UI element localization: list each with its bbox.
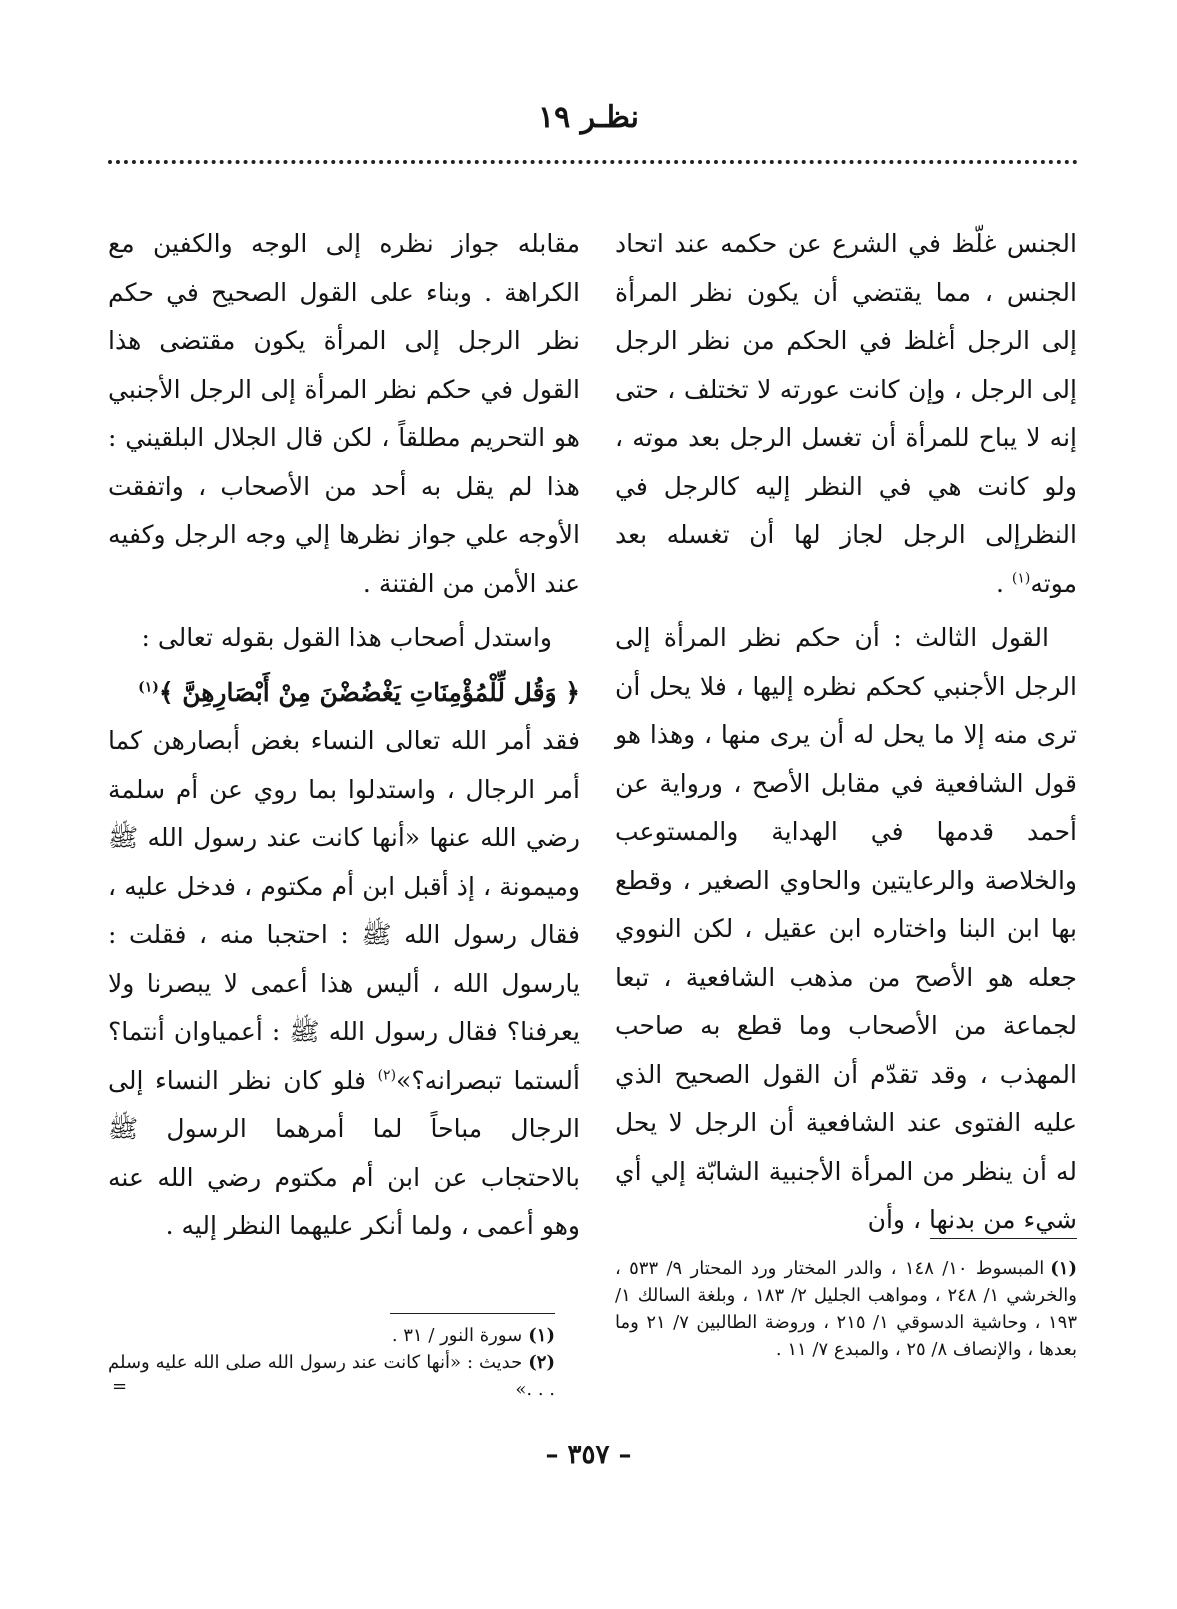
left-paragraph-2-end: فلو كان نظر النساء إلى الرجال مباحاً لما أمرهما الرسول ﷺ بالاحتجاب عن ابن أم مكتوم رضي الله عنه وهو أعمى ، ولما أنكر عليهما النظر إليه . <box>108 1065 580 1240</box>
right-paragraph-1-text: الجنس غلّظ في الشرع عن حكمه عند اتحاد الجنس ، مما يقتضي أن يكون نظر المرأة إلى الرجل أغلظ في الحكم من نظر الرجل إلى الرجل ، وإن كانت عورته لا تختلف ، حتى إنه لا يباح للمرأة أن تغسل الرجل بعد موته ، ولو كانت هي في النظر إليه كالرجل في النظرإلى الرجل لجاز لها أن تغسله بعد موته <box>615 229 1077 598</box>
quran-footnote-ref: (١) <box>138 679 159 696</box>
right-column <box>615 220 1077 1245</box>
header-dotted-divider <box>108 160 1078 164</box>
footnote-divider-right <box>930 1238 1077 1239</box>
footnote-number: (٢) <box>528 1352 555 1373</box>
footnote-text: المبسوط ١٠/ ١٤٨ ، والدر المختار ورد المحتار ٩/ ٥٣٣ ، والخرشي ١/ ٢٤٨ ، ومواهب الجليل ٢/ ١٨٣ ، وبلغة السالك ١/ ١٩٣ ، وحاشية الدسوقي ١/ ٢١٥ ، وروضة الطالبين ٧/ ٢١ وما بعدها ، والإنصاف ٨/ ٢٥ ، والمبدع ٧/ ١١ . <box>615 1258 1078 1360</box>
footnote-number: (١) <box>528 1325 555 1346</box>
page-number: – ٣٥٧ – <box>545 1440 632 1470</box>
right-paragraph-2: القول الثالث : أن حكم نظر المرأة إلى الرجل الأجنبي كحكم نظره إليها ، فلا يحل أن ترى منه إلا ما يحل له أن يرى منها ، وهذا هو قول الشافعية في مقابل الأصح ، ورواية عن أحمد قدمها في الهداية والمستوعب والخلاصة والرعايتين والحاوي الصغير ، وقطع بها ابن البنا واختاره ابن عقيل ، لكن النووي جعله هو الأصح من مذهب الشافعية ، تبعا لجماعة من الأصحاب وما قطع به صاحب المهذب ، وقد تقدّم أن القول الصحيح الذي عليه الفتوى عند الشافعية أن الرجل لا يحل له أن ينظر من المرأة الأجنبية الشابّة إلي أي شيء من بدنها ، وأن <box>615 623 1077 1234</box>
footnote-left-2 <box>108 1349 555 1403</box>
page-header-title: نظـر ١٩ <box>538 100 639 135</box>
footnote-text: حديث : «أنها كانت عند رسول الله صلى الله عليه وسلم . . .» <box>108 1352 555 1400</box>
footnote-right-1 <box>615 1255 1077 1363</box>
left-paragraph-2-body <box>108 717 580 1251</box>
left-paragraph-2-intro: واستدل أصحاب هذا القول بقوله تعالى : <box>141 623 552 652</box>
footnotes-left <box>108 1322 555 1403</box>
footnote-left-1 <box>108 1322 555 1349</box>
left-column <box>108 220 580 1251</box>
left-paragraph-1: مقابله جواز نظره إلى الوجه والكفين مع الكراهة . وبناء على القول الصحيح في حكم نظر الرجل إلى المرأة يكون مقتضى هذا القول في حكم نظر المرأة إلى الرجل الأجنبي هو التحريم مطلقاً ، لكن قال الجلال البلقيني : هذا لم يقل به أحد من الأصحاب ، واتفقت الأوجه علي جواز نظرها إلي وجه الرجل وكفيه عند الأمن من الفتنة . <box>108 229 580 598</box>
quran-verse <box>108 669 580 718</box>
quran-verse-text: ﴿ وَقُل لِّلْمُؤْمِنَاتِ يَغْضُضْنَ مِنْ أَبْصَارِهِنَّ ﴾ <box>158 677 580 707</box>
footnote-text: سورة النور / ٣١ . <box>391 1325 523 1346</box>
footnote-ref-1: (١) <box>1011 570 1031 587</box>
left-paragraph-2-body-text: فقد أمر الله تعالى النساء بغض أبصارهن كما أمر الرجال ، واستدلوا بما روي عن أم سلمة رضي الله عنها «أنها كانت عند رسول الله ﷺ وميمونة ، إذ أقبل ابن أم مكتوم ، فدخل عليه ، فقال رسول الله ﷺ : احتجبا منه ، فقلت : يارسول الله ، أليس هذا أعمى لا يبصرنا ولا يعرفنا؟ فقال رسول الله ﷺ : أعمياوان أنتما؟ ألستما تبصرانه؟» <box>108 726 580 1095</box>
footnotes-right <box>615 1255 1077 1363</box>
footnote-divider-left <box>390 1313 555 1314</box>
right-paragraph-1-end: . <box>995 568 1012 598</box>
hadith-footnote-ref: (٢) <box>377 1067 397 1084</box>
right-paragraph-1 <box>615 220 1077 608</box>
footnote-number: (١) <box>1050 1258 1077 1279</box>
continuation-mark: = <box>112 1376 128 1397</box>
